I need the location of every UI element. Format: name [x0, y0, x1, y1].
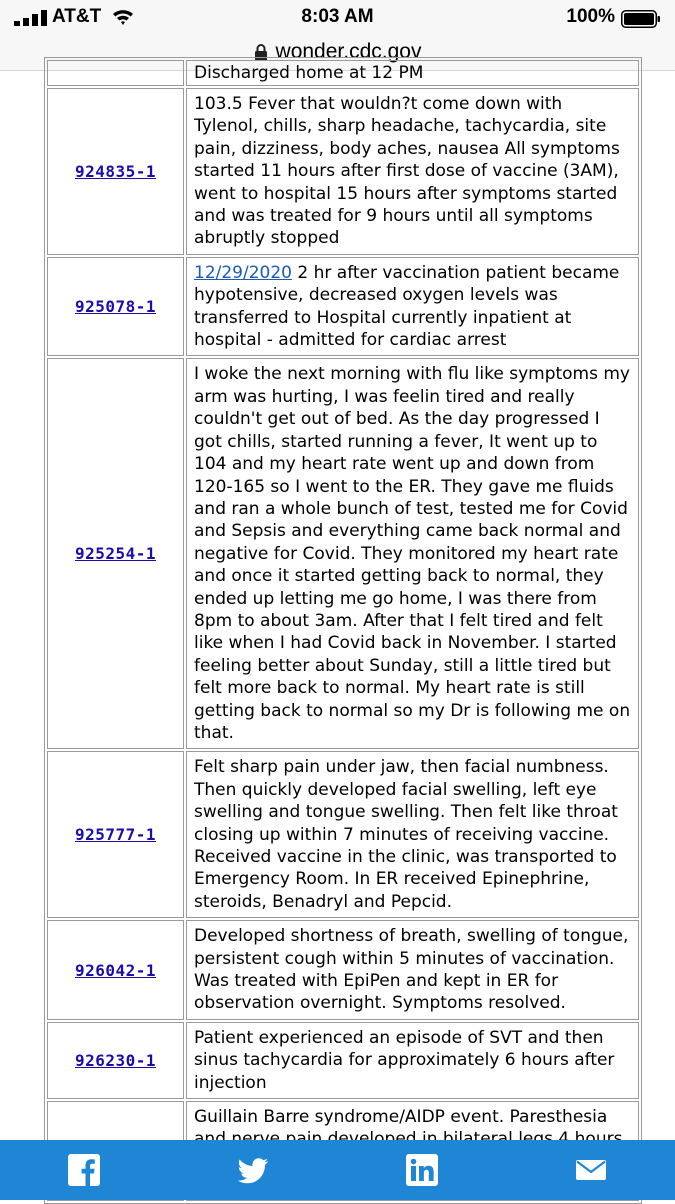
table-row [47, 920, 639, 1020]
symptom-text: 2 hr after vaccination patient became hypotensive, decreased oxygen levels was transferred to Hospital currently inpatient at hospital - admitted for cardiac arrest [194, 262, 620, 351]
clock: 8:03 AM [301, 6, 374, 27]
url-text: wonder.cdc.gov [275, 40, 422, 63]
report-id-link[interactable]: 925078-1 [74, 297, 157, 317]
symptom-text: Developed shortness of breath, swelling of tongue, persistent cough within 5 minutes of vaccination. Was treated with EpiPen and kept in ER for observation overnight. Symptoms resolved. [194, 926, 629, 1014]
table-row [47, 358, 639, 749]
facebook-icon [67, 1153, 101, 1187]
symptom-text: Felt sharp pain under jaw, then facial numbness. Then quickly developed facial swelling, left eye swelling and tongue swelling. Then felt like throat closing up within 7 minutes of receiving vaccine. Received vaccine in the clinic, was transported to Emergency Room. In ER received Epinephrine, steroids, Benadryl and Pepcid. [194, 757, 618, 912]
description-cell [186, 257, 639, 357]
description-cell [186, 358, 639, 749]
symptom-text: Guillain Barre syndrome/AIDP event. Paresthesia [194, 1107, 608, 1128]
share-bar [0, 1140, 675, 1200]
share-facebook-button[interactable] [0, 1140, 169, 1200]
status-bar [0, 0, 675, 38]
symptom-text: 103.5 Fever that wouldn?t come down with Tylenol, chills, sharp headache, tachycardia, site pain, dizziness, body aches, nausea All symptoms started 11 hours after first dose of vaccine (3AM), went to hospital 15 hours after symptoms started and was treated for 9 hours until all symptoms abruptly stopped [194, 94, 620, 249]
description-cell [186, 88, 639, 255]
share-linkedin-button[interactable] [338, 1140, 507, 1200]
id-cell [47, 257, 184, 357]
id-cell [47, 751, 184, 918]
vaers-reports-table [44, 57, 642, 1204]
report-id-link[interactable]: 925254-1 [74, 544, 157, 564]
linkedin-icon [405, 1153, 439, 1187]
battery-icon [621, 10, 661, 28]
symptom-text: Patient experienced an episode of SVT and then sinus tachycardia for approximately 6 hours after injection [194, 1027, 615, 1093]
report-id-link[interactable]: 926042-1 [74, 960, 157, 980]
id-cell [47, 358, 184, 749]
description-cell [186, 60, 639, 86]
email-icon [574, 1153, 608, 1187]
partial-description: Discharged home at 12 PM [194, 62, 424, 83]
id-cell [47, 88, 184, 255]
battery-percent: 100% [566, 6, 615, 27]
report-id-link[interactable]: 924835-1 [74, 161, 157, 181]
id-cell [47, 1022, 184, 1099]
carrier-name: AT&T [52, 6, 102, 27]
share-email-button[interactable] [506, 1140, 675, 1200]
date-link[interactable]: 12/29/2020 [194, 262, 292, 283]
twitter-icon [236, 1153, 270, 1187]
id-cell [47, 920, 184, 1020]
share-twitter-button[interactable] [169, 1140, 338, 1200]
table-row [47, 751, 639, 918]
page-content [0, 62, 675, 1140]
id-cell [47, 60, 184, 86]
description-cell [186, 920, 639, 1020]
report-id-link[interactable]: 926230-1 [74, 1050, 157, 1070]
table-row [47, 1022, 639, 1099]
description-cell [186, 1022, 639, 1099]
table-row [47, 60, 639, 86]
table-row [47, 88, 639, 255]
description-cell [186, 751, 639, 918]
report-id-link[interactable]: 925777-1 [74, 825, 157, 845]
symptom-text: I woke the next morning with flu like symptoms my arm was hurting, I was feelin tired and really couldn't get out of bed. As the day progressed I got chills, started running a fever, It went up to 104 and my heart rate went up and down from 120-165 so I went to the ER. They gave me fluids and ran a whole bunch of test, tested me for Covid and Sepsis and everything came back normal and negative for Covid. They monitored my heart rate and once it started getting back to normal, they ended up letting me go home, I was there from 8pm to about 3am. After that I felt tired and felt like when I had Covid back in November. I started feeling better about Sunday, still a little tired but felt more back to normal. My heart rate is still getting back to normal so my Dr is following me on that. [194, 364, 631, 743]
table-row [47, 257, 639, 357]
